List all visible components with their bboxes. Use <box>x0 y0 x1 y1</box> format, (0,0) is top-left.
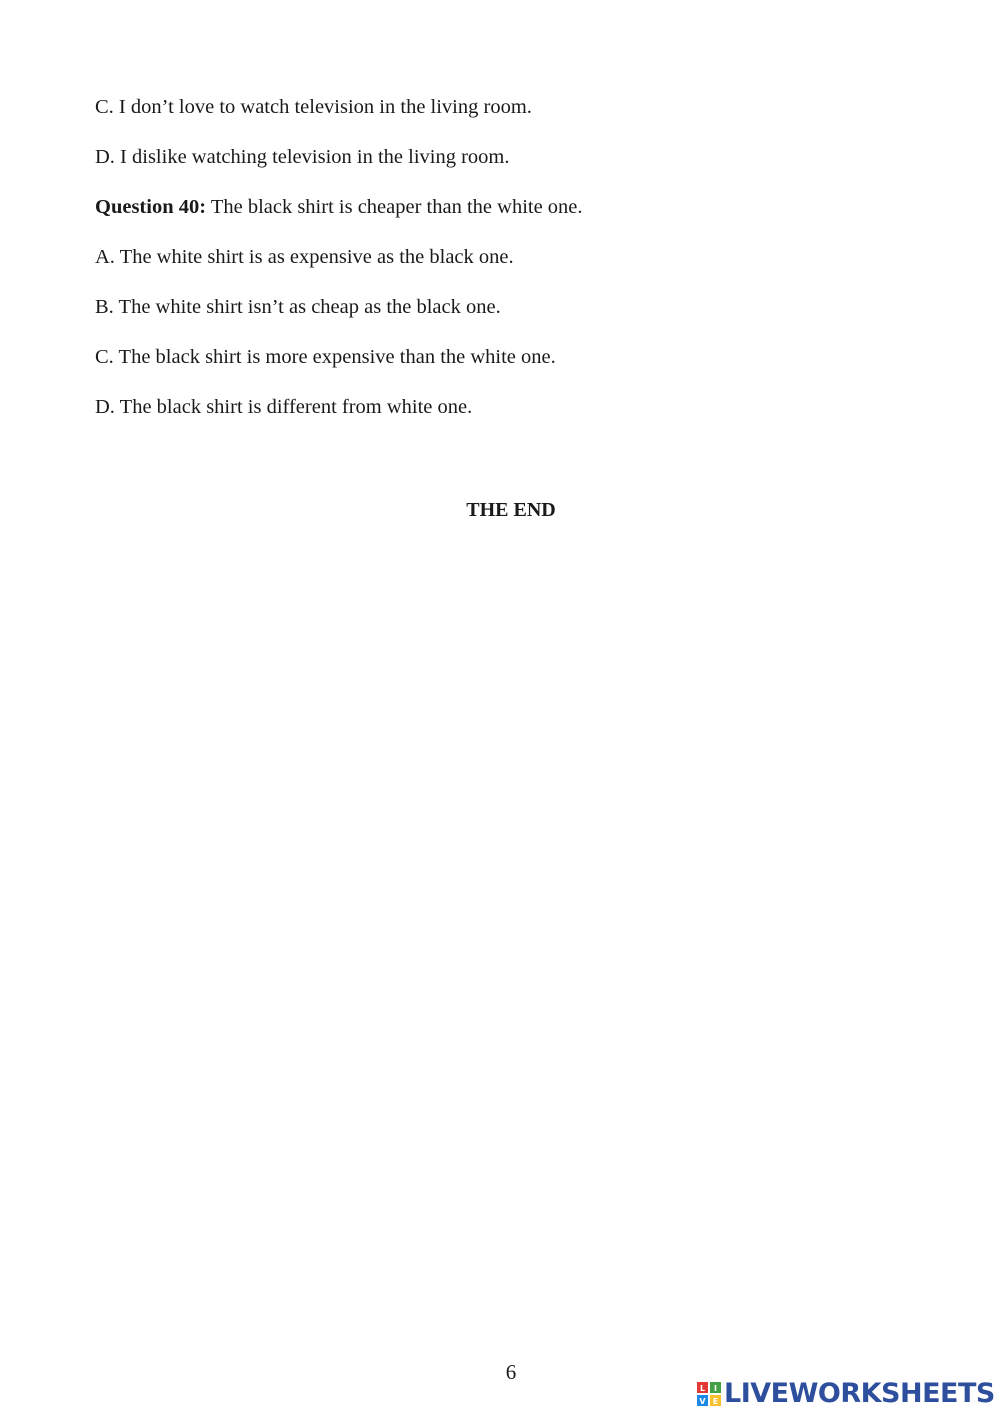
answer-option-c: C. The black shirt is more expensive than the white one. <box>95 346 556 368</box>
liveworksheets-watermark <box>697 1378 995 1410</box>
question-40 <box>95 195 583 219</box>
question-number: Question 40: <box>95 196 207 218</box>
page-number: 6 <box>505 1360 517 1384</box>
answer-option-c: C. I don’t love to watch television in the living room. <box>95 96 532 118</box>
answer-option-d: D. I dislike watching television in the living room. <box>95 146 510 168</box>
end-heading: THE END <box>466 499 556 521</box>
question-stem: The black shirt is cheaper than the white one. <box>206 196 583 218</box>
svg-text:E: E <box>712 1397 719 1406</box>
answer-option-a: A. The white shirt is as expensive as the black one. <box>95 246 514 268</box>
svg-text:I: I <box>714 1384 717 1393</box>
svg-text:L: L <box>699 1384 706 1393</box>
watermark-text: LIVEWORKSHEETS <box>724 1378 995 1409</box>
answer-option-d: D. The black shirt is different from white one. <box>95 396 473 418</box>
svg-text:V: V <box>699 1397 706 1406</box>
liveworksheets-logo-icon <box>697 1382 721 1406</box>
answer-option-b: B. The white shirt isn’t as cheap as the black one. <box>95 296 501 318</box>
